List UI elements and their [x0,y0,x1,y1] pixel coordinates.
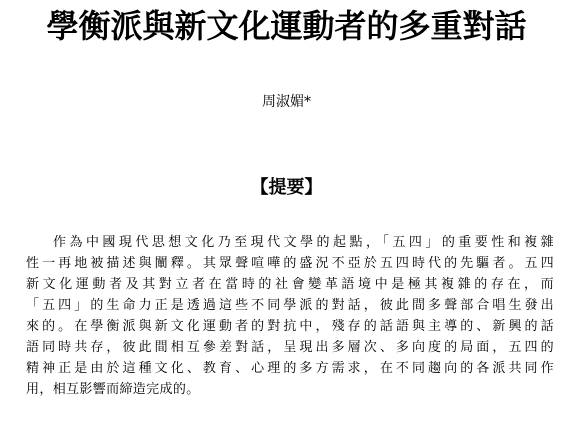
abstract-line: 「五四」的生命力正是透過這些不同學派的對話，彼此間多聲部合唱生發出 [26,298,554,313]
abstract-heading: 【提要】 [250,177,323,198]
abstract-line: 作為中國現代思想文化乃至現代文學的起點，「五四」的重要性和複雜 [53,235,554,250]
abstract-body [26,232,554,400]
paper-title: 學衡派與新文化運動者的多重對話 [46,7,527,45]
abstract-line: 新文化運動者及其對立者在當時的社會變革語境中是極其複雜的存在，而 [26,277,554,292]
abstract-line: 用，相互影響而締造完成的。 [26,382,200,397]
abstract-line: 語同時共存，彼此間相互參差對話，呈現出多層次、多向度的局面，五四的 [26,340,554,355]
abstract-line: 來的。在學衡派與新文化運動者的對抗中，殘存的話語與主導的、新興的話 [26,319,554,334]
abstract-line: 性一再地被描述與闡釋。其眾聲喧嘩的盛況不亞於五四時代的先驅者。五四 [26,256,554,271]
author-name: 周淑媚* [262,94,311,110]
abstract-line: 精神正是由於這種文化、教育、心理的多方需求，在不同趨向的各派共同作 [26,361,554,376]
